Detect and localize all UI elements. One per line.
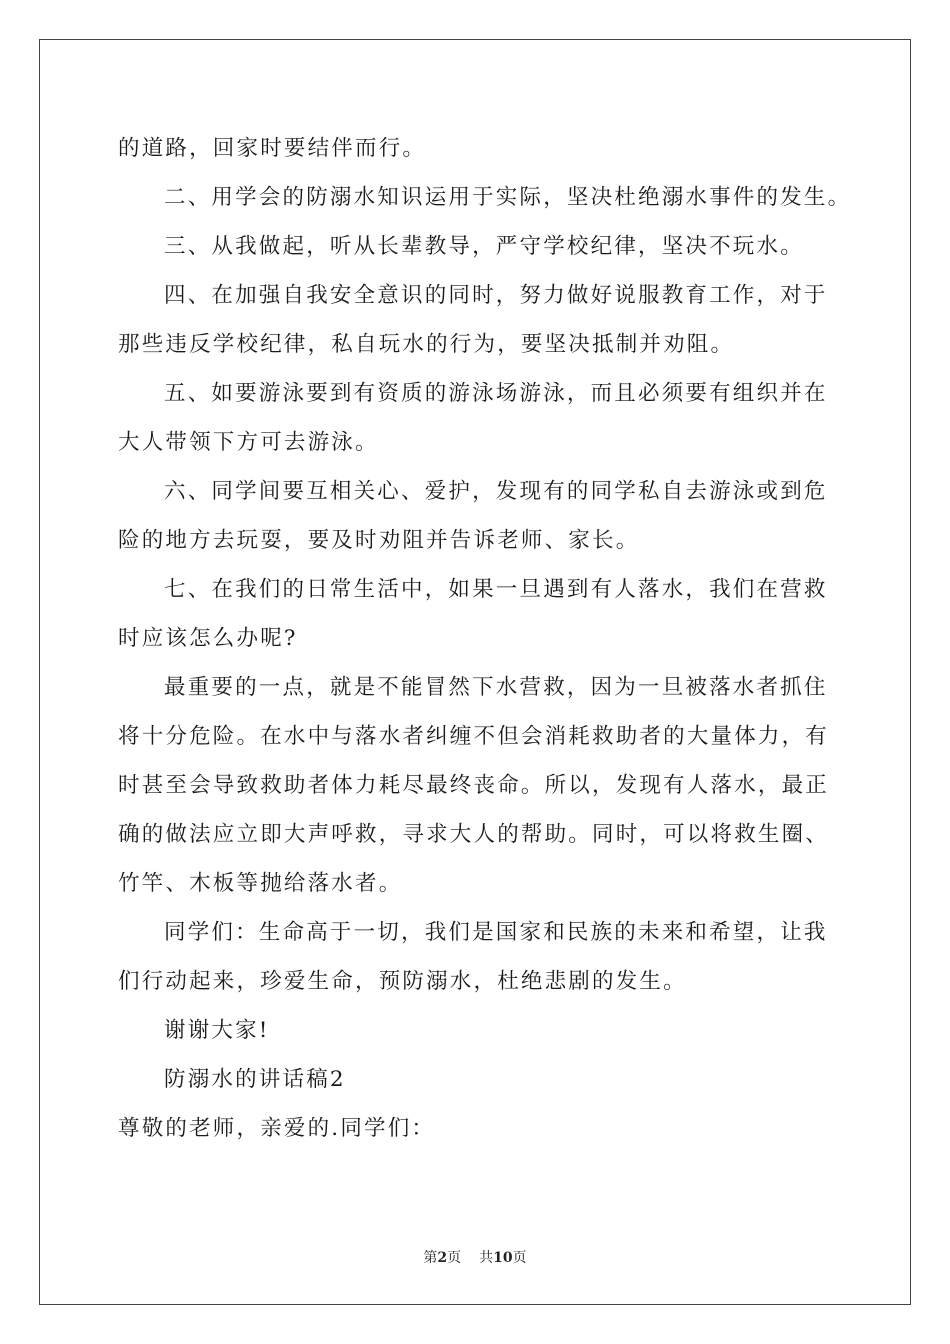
text-line: 时应该怎么办呢? bbox=[118, 626, 298, 651]
total-suffix: 页 bbox=[512, 1250, 527, 1266]
text-line: 大人带领下方可去游泳。 bbox=[118, 430, 379, 455]
text-line: 确的做法应立即大声呼救，寻求大人的帮助。同时，可以将救生圈、 bbox=[118, 822, 830, 847]
page-number: 2 bbox=[437, 1250, 448, 1266]
page-footer bbox=[0, 1249, 950, 1267]
total-prefix: 共 bbox=[479, 1250, 494, 1266]
text-line: 三、从我做起，听从长辈教导，严守学校纪律，坚决不玩水。 bbox=[164, 234, 804, 259]
page-suffix: 页 bbox=[447, 1250, 462, 1266]
text-line: 同学们：生命高于一切，我们是国家和民族的未来和希望，让我 bbox=[164, 920, 828, 945]
text-line: 的道路，回家时要结伴而行。 bbox=[118, 136, 427, 161]
closing-thanks: 谢谢大家! bbox=[164, 1018, 270, 1043]
text-line: 险的地方去玩耍，要及时劝阻并告诉老师、家长。 bbox=[118, 528, 640, 553]
salutation: 尊敬的老师，亲爱的.同学们： bbox=[118, 1116, 436, 1141]
text-line: 七、在我们的日常生活中，如果一旦遇到有人落水，我们在营救 bbox=[164, 577, 828, 602]
text-line: 最重要的一点，就是不能冒然下水营救，因为一旦被落水者抓住 bbox=[164, 675, 828, 700]
text-line: 们行动起来，珍爱生命，预防溺水，杜绝悲剧的发生。 bbox=[118, 969, 687, 994]
text-line: 时甚至会导致救助者体力耗尽最终丧命。所以，发现有人落水，最正 bbox=[118, 773, 830, 798]
page-prefix: 第 bbox=[423, 1250, 438, 1266]
text-line: 二、用学会的防溺水知识运用于实际，坚决杜绝溺水事件的发生。 bbox=[164, 185, 852, 210]
text-line: 六、同学间要互相关心、爱护，发现有的同学私自去游泳或到危 bbox=[164, 479, 828, 504]
section-title: 防溺水的讲话稿2 bbox=[164, 1067, 346, 1092]
text-line: 将十分危险。在水中与落水者纠缠不但会消耗救助者的大量体力，有 bbox=[118, 724, 830, 749]
total-pages: 10 bbox=[493, 1250, 513, 1266]
text-line: 竹竿、木板等抛给落水者。 bbox=[118, 871, 403, 896]
text-line: 那些违反学校纪律，私自玩水的行为，要坚决抵制并劝阻。 bbox=[118, 332, 735, 357]
document-body bbox=[118, 124, 858, 1153]
text-line: 五、如要游泳要到有资质的游泳场游泳，而且必须要有组织并在 bbox=[164, 381, 828, 406]
text-line: 四、在加强自我安全意识的同时，努力做好说服教育工作，对于 bbox=[164, 283, 828, 308]
